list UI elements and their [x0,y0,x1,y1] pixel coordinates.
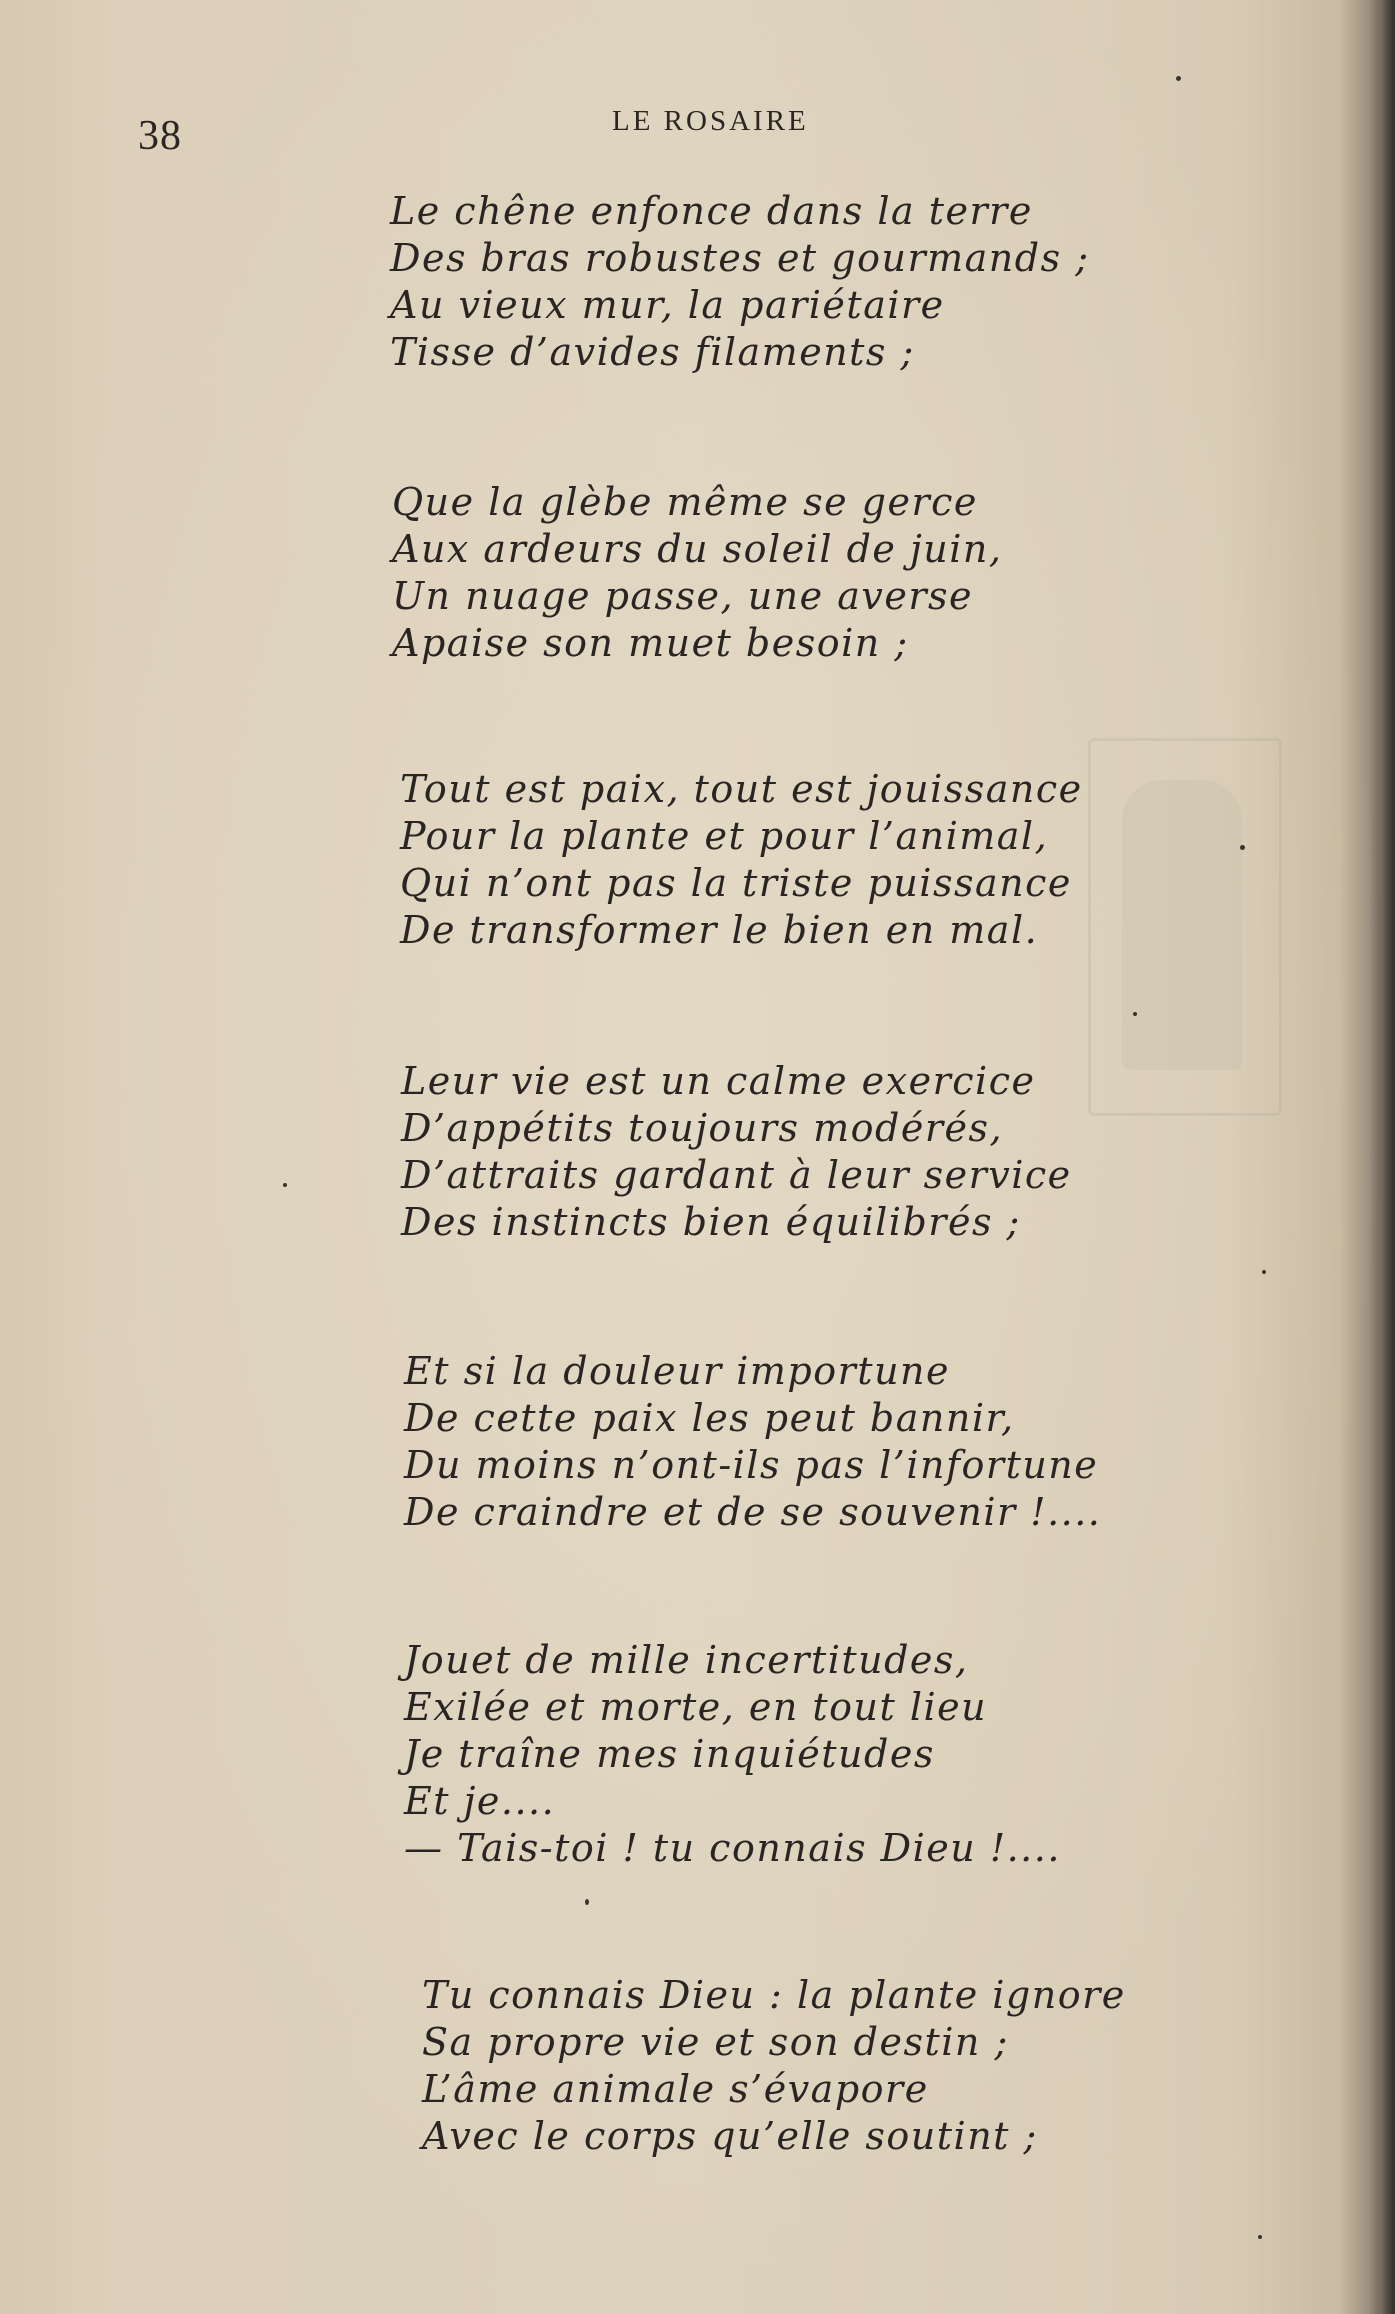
verse-line: Des instincts bien équilibrés ; [401,1200,1021,1244]
verse-line: Et si la douleur importune [404,1349,951,1393]
paper-speck [283,1183,287,1187]
verse-line: Exilée et morte, en tout lieu [404,1685,988,1729]
verse-line: Tisse d’avides filaments ; [390,330,915,374]
verse-line: Du moins n’ont-ils pas l’infortune [404,1443,1099,1487]
stanza [422,1972,1126,2160]
verse-line: Et je.... [404,1779,556,1823]
verse-line: D’appétits toujours modérés, [401,1106,1004,1150]
verse-line: Sa propre vie et son destin ; [422,2020,1009,2064]
verse-line: Aux ardeurs du soleil de juin, [392,527,1003,571]
page-edge-shadow [1369,0,1395,2314]
verse-line: Tu connais Dieu : la plante ignore [422,1973,1126,2017]
verse-line: Pour la plante et pour l’animal, [400,814,1049,858]
stanza [404,1637,1061,1872]
verse-line: Que la glèbe même se gerce [392,480,978,524]
verse-line: Des bras robustes et gourmands ; [390,236,1090,280]
verse-line: Un nuage passe, une averse [392,574,973,618]
verse-line: D’attraits gardant à leur service [401,1153,1072,1197]
verse-line: L’âme animale s’évapore [422,2067,929,2111]
verse-line: De craindre et de se souvenir !.... [404,1490,1102,1534]
stanza [400,766,1083,954]
verse-line: — Tais-toi ! tu connais Dieu !.... [404,1826,1061,1870]
paper-speck [1258,2235,1262,2239]
stanza [392,479,1002,667]
paper-speck [1176,76,1181,81]
verse-line: Je traîne mes inquiétudes [404,1732,935,1776]
verse-line: Le chêne enfonce dans la terre [390,189,1033,233]
show-through-figure [1122,780,1242,1070]
verse-line: Leur vie est un calme exercice [401,1059,1036,1103]
paper-speck [1240,845,1245,850]
stanza [401,1058,1072,1246]
paper-speck [1133,1012,1137,1016]
paper-speck [585,1899,589,1905]
verse-line: Avec le corps qu’elle soutint ; [422,2114,1038,2158]
page-number: 38 [138,113,182,159]
verse-line: Tout est paix, tout est jouissance [400,767,1083,811]
paper-speck [1262,1270,1266,1274]
verse-line: Qui n’ont pas la triste puissance [400,861,1072,905]
running-head: LE ROSAIRE [612,105,809,137]
verse-line: Jouet de mille incertitudes, [404,1638,969,1682]
verse-line: Apaise son muet besoin ; [392,621,909,665]
verse-line: De cette paix les peut bannir, [404,1396,1015,1440]
verse-line: Au vieux mur, la pariétaire [390,283,945,327]
stanza [404,1348,1101,1536]
stanza [390,188,1090,376]
verse-line: De transformer le bien en mal. [400,908,1039,952]
